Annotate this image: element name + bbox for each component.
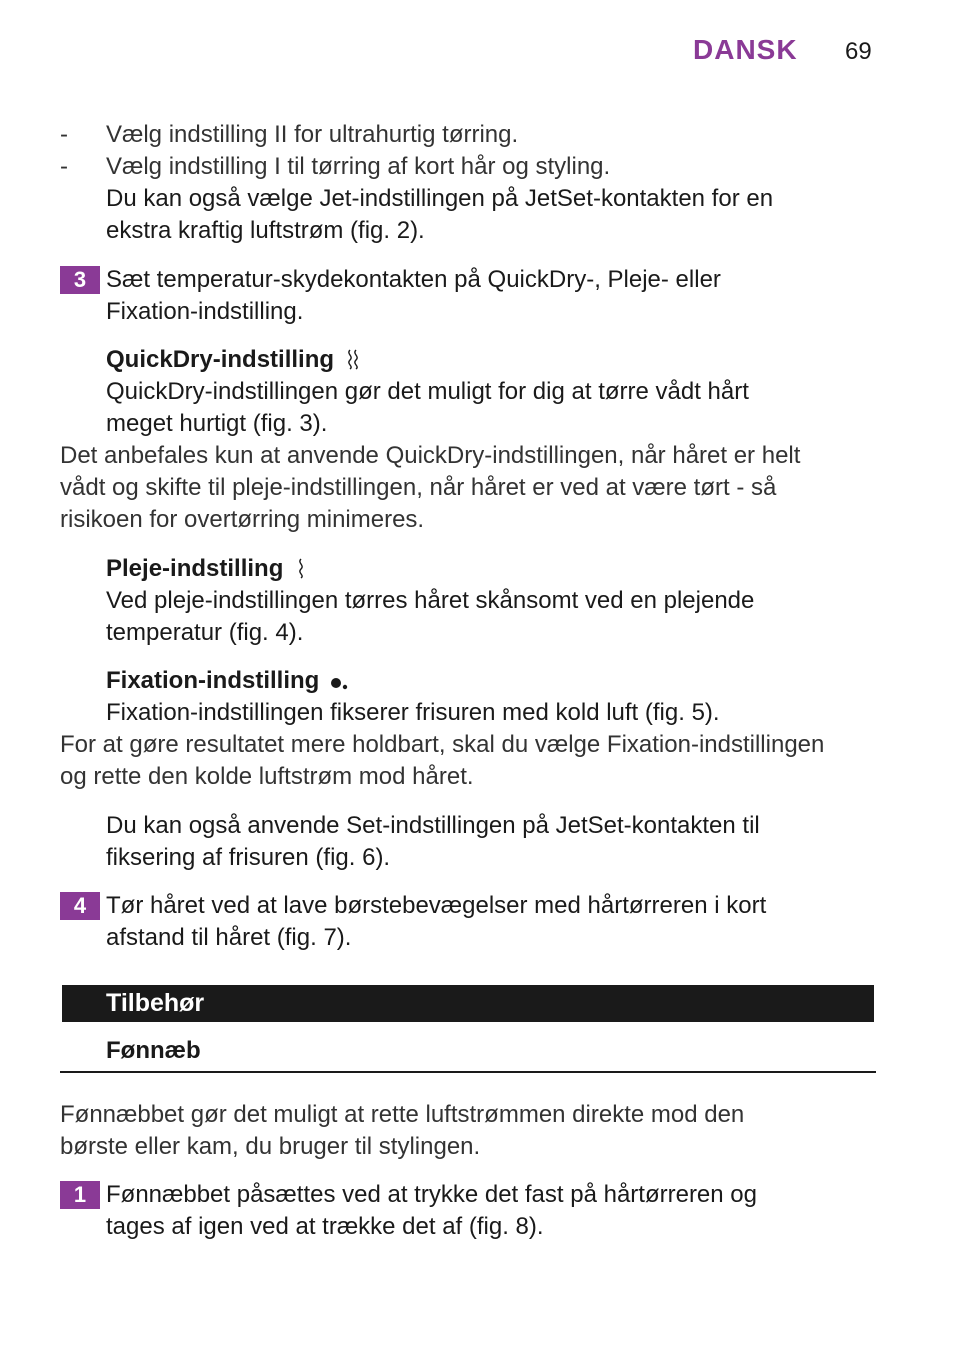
pleje-wave-icon xyxy=(294,557,306,579)
note-text: Det anbefales kun at anvende QuickDry-indstillingen, når håret er helt xyxy=(60,442,801,469)
body-text: ekstra kraftig luftstrøm (fig. 2). xyxy=(106,217,425,244)
step-text: Fønnæbbet påsættes ved at trykke det fast på hårtørreren og xyxy=(106,1181,757,1208)
heading-text: Fixation-indstilling xyxy=(106,667,320,694)
body-text: temperatur (fig. 4). xyxy=(106,619,304,646)
bullet-text: Vælg indstilling II for ultrahurtig tørring. xyxy=(106,121,519,148)
step-text: Tør håret ved at lave børstebevægelser med hårtørreren i kort xyxy=(106,892,767,919)
body-text: Du kan også vælge Jet-indstillingen på JetSet-kontakten for en xyxy=(106,185,774,212)
note-text: risikoen for overtørring minimeres. xyxy=(60,506,425,533)
body-text: QuickDry-indstillingen gør det muligt for dig at tørre vådt hårt xyxy=(106,378,749,405)
step-number-badge: 3 xyxy=(60,266,100,294)
body-text: meget hurtigt (fig. 3). xyxy=(106,410,328,437)
fixation-heading xyxy=(106,665,350,697)
heading-text: Pleje-indstilling xyxy=(106,555,284,582)
pleje-heading xyxy=(106,553,306,585)
note-text: børste eller kam, du bruger til stylingen. xyxy=(60,1133,481,1160)
heading-text: QuickDry-indstilling xyxy=(106,346,335,373)
step-text: Fixation-indstilling. xyxy=(106,298,304,325)
body-text: Du kan også anvende Set-indstillingen på JetSet-kontakten til xyxy=(106,812,760,839)
quickdry-heading xyxy=(106,344,361,376)
step-number-badge: 1 xyxy=(60,1181,100,1209)
quickdry-wave-icon xyxy=(345,348,361,370)
body-text: Ved pleje-indstillingen tørres håret skånsomt ved en plejende xyxy=(106,587,755,614)
note-text: og rette den kolde luftstrøm mod håret. xyxy=(60,763,474,790)
divider xyxy=(60,1071,876,1073)
step-number-badge: 4 xyxy=(60,892,100,920)
step-text: Sæt temperatur-skydekontakten på QuickDry-, Pleje- eller xyxy=(106,266,721,293)
step-text: afstand til håret (fig. 7). xyxy=(106,924,352,951)
bullet-text: Vælg indstilling I til tørring af kort hår og styling. xyxy=(106,153,611,180)
body-text: fiksering af frisuren (fig. 6). xyxy=(106,844,391,871)
subsection-title: Fønnæb xyxy=(106,1037,201,1064)
step-text: tages af igen ved at trække det af (fig. 8). xyxy=(106,1213,544,1240)
bullet-dash: - xyxy=(60,121,68,148)
section-title: Tilbehør xyxy=(106,989,205,1017)
fixation-snowflake-icon xyxy=(328,670,350,692)
page-number: 69 xyxy=(845,38,872,65)
body-text: Fixation-indstillingen fikserer frisuren med kold luft (fig. 5). xyxy=(106,699,720,726)
bullet-dash: - xyxy=(60,153,68,180)
language-label: DANSK xyxy=(693,34,798,65)
note-text: Fønnæbbet gør det muligt at rette luftstrømmen direkte mod den xyxy=(60,1101,745,1128)
note-text: vådt og skifte til pleje-indstillingen, når håret er ved at være tørt - så xyxy=(60,474,777,501)
note-text: For at gøre resultatet mere holdbart, skal du vælge Fixation-indstillingen xyxy=(60,731,825,758)
